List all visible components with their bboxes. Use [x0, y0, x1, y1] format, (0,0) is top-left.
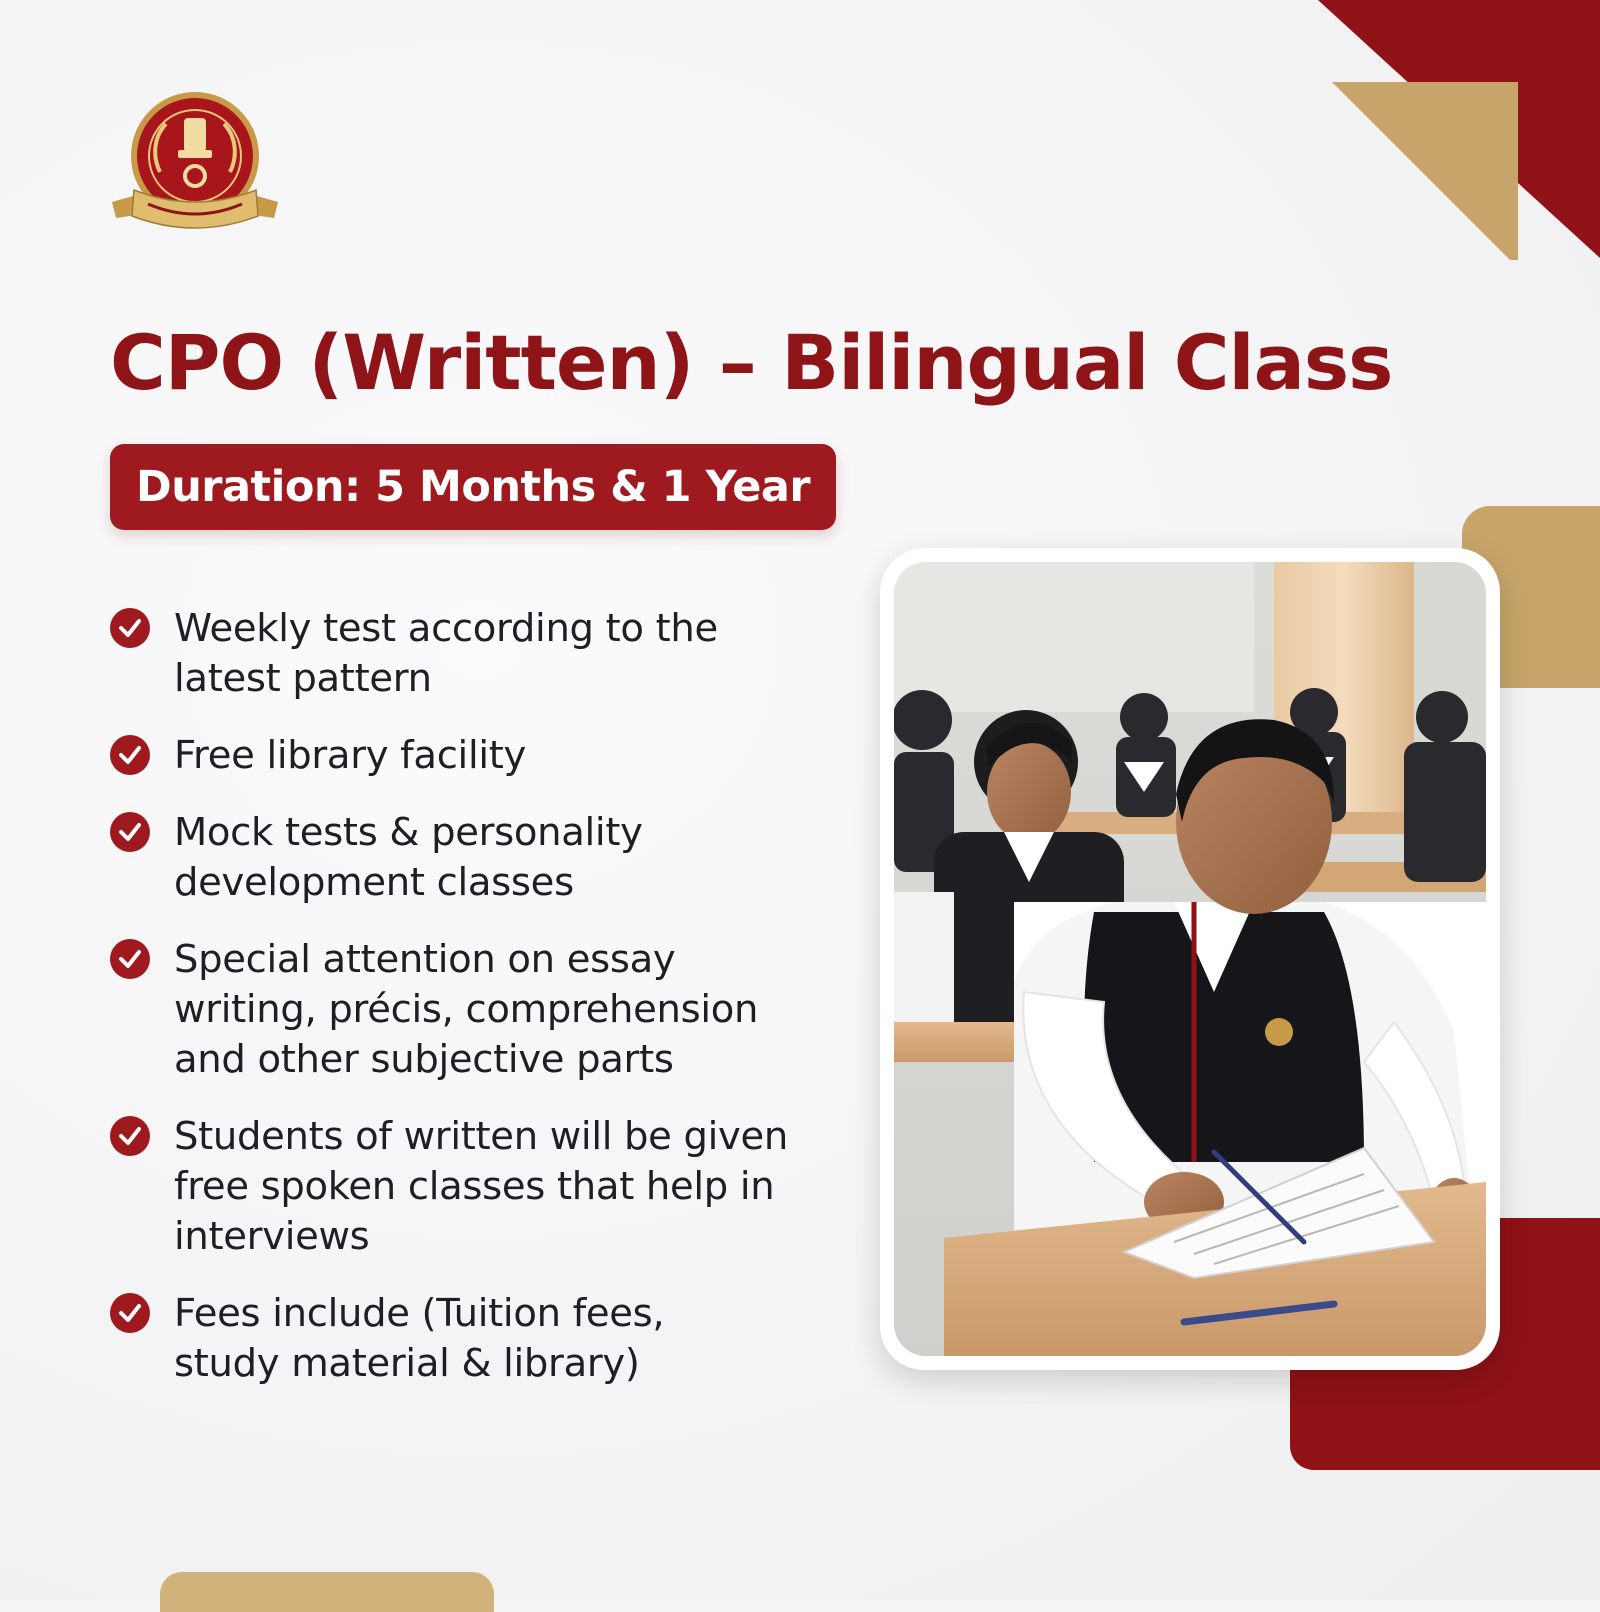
feature-item	[110, 731, 830, 781]
feature-text: Special attention on essay writing, précis, comprehension and other subjective parts	[174, 937, 759, 1082]
gold-bottom-tab	[160, 1572, 494, 1612]
photo-card	[880, 548, 1500, 1370]
feature-text: Fees include (Tuition fees, study material & library)	[174, 1291, 665, 1386]
check-circle-icon	[110, 1293, 150, 1333]
feature-item	[110, 935, 830, 1085]
feature-list	[110, 604, 830, 1416]
feature-item	[110, 604, 830, 704]
feature-text: Weekly test according to the latest pattern	[174, 606, 718, 701]
check-circle-icon	[110, 812, 150, 852]
check-circle-icon	[110, 735, 150, 775]
feature-text: Students of written will be given free spoken classes that help in interviews	[174, 1114, 789, 1259]
feature-item	[110, 808, 830, 908]
duration-badge	[110, 444, 836, 530]
check-circle-icon	[110, 1116, 150, 1156]
classroom-photo	[894, 562, 1486, 1356]
duration-text: Duration: 5 Months & 1 Year	[136, 462, 811, 512]
ssc-logo	[108, 90, 282, 240]
feature-item	[110, 1289, 830, 1389]
check-circle-icon	[110, 939, 150, 979]
feature-text: Free library facility	[174, 733, 527, 778]
feature-item	[110, 1112, 830, 1262]
page-title: CPO (Written) – Bilingual Class	[110, 318, 1393, 407]
check-circle-icon	[110, 608, 150, 648]
feature-text: Mock tests & personality development classes	[174, 810, 643, 905]
